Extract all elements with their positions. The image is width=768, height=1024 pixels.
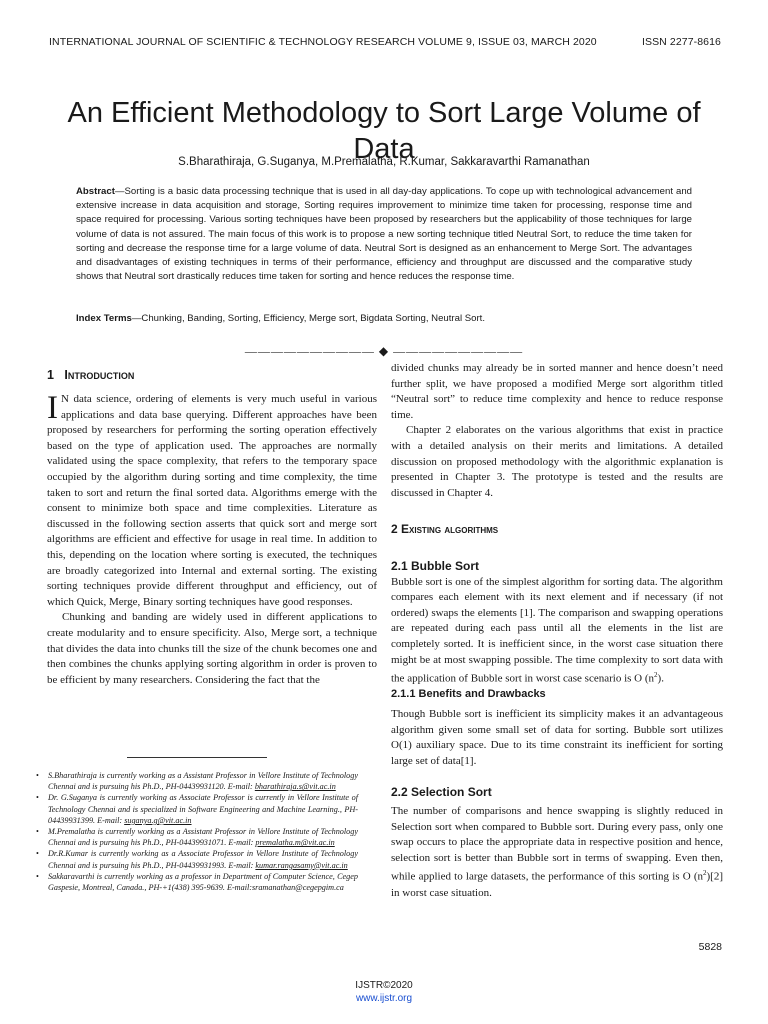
- email-link[interactable]: kumar.rangasamy@vit.ac.in: [255, 860, 348, 870]
- section-1-heading: [47, 368, 134, 382]
- email-link[interactable]: premalatha.m@vit.ac.in: [255, 838, 335, 848]
- section-1-title: Introduction: [64, 368, 135, 382]
- drop-cap: I: [47, 390, 58, 426]
- footnote-item: • Dr.R.Kumar is currently working as a Associate Professor in Vellore Institute of Technology Chennai and is pursuing his Ph.D., PH-04439931993. E-mail: kumar.rangasamy@vit.ac.in: [36, 848, 358, 870]
- bubble-sort-heading: 2.1 Bubble Sort: [391, 558, 480, 573]
- running-header: [49, 36, 721, 52]
- issn: ISSN 2277-8616: [641, 36, 721, 48]
- index-terms-label: Index Terms: [76, 313, 132, 324]
- footnote-rule: [127, 757, 267, 758]
- footnote-item: • Sakkaravarthi is currently working as a professor in Department of Computer Science, Cegep Gaspesie, Montreal, Canada., PH-+1(438) 395-9639. E-mail:sramanathan@cegepgim.ca: [36, 871, 358, 893]
- footnote-item: • Dr. G.Suganya is currently working as Associate Professor is currently in Vellore Institute of Technology Chennai and is specialized in Software Engineering and Machine Learning., PH-04439931399. E-mail: suganya.g@vit.ac.in: [36, 792, 358, 826]
- email-link[interactable]: bharathiraja.s@vit.ac.in: [254, 782, 336, 792]
- benefits-heading: 2.1.1 Benefits and Drawbacks: [391, 688, 546, 701]
- intro-paragraph-3: divided chunks may already be in sorted manner and hence doesn’t need further split, we have proposed a modified Merge sort algorithm titled “Neutral sort” to reduce time complexity and hence to reduce response time.: [391, 362, 723, 421]
- intro-paragraph-2: Chunking and banding are widely used in different applications to create modularity and to ensure specificity. Also, Merge sort, a technique that divides the data into chunks till the size of the chunk becomes one and then combines the chunks applying sorting algorithm in order is proven to be efficient by many researchers. Considering the fact that the: [47, 611, 377, 686]
- email-link[interactable]: suganya.g@vit.ac.in: [124, 815, 192, 825]
- author-list: S.Bharathiraja, G.Suganya, M.Premalatha, R.Kumar, Sakkaravarthi Ramanathan: [178, 156, 590, 168]
- section-2-heading: [391, 522, 723, 538]
- abstract: [76, 185, 692, 284]
- bubble-sort-paragraph: Bubble sort is one of the simplest algorithm for sorting data. The algorithm compares each element with its next element and if necessary (if not ordered) swaps the elements [1]. The comparison and swapping operations are repeated during each pass until all the elements in the list are completely sorted. It is inefficient since, in the worst case situation there might be at most swapping possible. The time complexity to sort data with the application of Bubble sort in worst case scenario is O $(n^2)$.: [391, 575, 723, 685]
- selection-sort-heading: 2.2 Selection Sort: [391, 785, 492, 800]
- footnote-item: • M.Premalatha is currently working as a Assistant Professor in Vellore Institute of Technology Chennai and is pursuing his Ph.D., PH-04439931071. E-mail: premalatha.m@vit.ac.in: [36, 826, 358, 848]
- footnote-item: • S.Bharathiraja is currently working as a Assistant Professor in Vellore Institute of Technology Chennai and is pursuing his Ph.D., PH-04439931120. E-mail: bharathiraja.s@vit.ac.in: [36, 770, 358, 792]
- section-2-title: Existing algorithms: [401, 522, 499, 537]
- page-number: 5828: [698, 941, 722, 953]
- paper-title: An Efficient Methodology to Sort Large Volume of Data: [67, 97, 701, 166]
- author-footnotes: [36, 770, 358, 893]
- intro-paragraph-1-text: N data science, ordering of elements is very much useful in various applications and data base querying. Different approaches have been proposed by researchers for performing the sorting operation effectively based on the type of application used. The approaches are normally validated using the space complexity, that refers to the temporary space occupied by the algorithm during sorting and time complexity, the time taken to sort and return the final sorted data. Algorithms emerge with the consent to minimize both space and time complexities. Literature as discussed in the following section asserts that quick sort and merge sort algorithms are efficient and effective for usage in real time. In addition to this, depending on the location where sorting is executed, the techniques are broadly categorized into Internal and external sorting. The existing sorting techniques provide different throughput and efficiency, out of which Quick, Merge, Binary sorting techniques have good responses.: [47, 393, 377, 608]
- benefits-paragraph: Though Bubble sort is inefficient its simplicity makes it an advantageous algorithm given some small set of data for sorting. Bubble sort utilizes O(1) auxiliary space. Due to its time constraint its inefficient for sorting large set of data[1].: [391, 707, 723, 767]
- selection-sort-paragraph: The number of comparisons and hence swapping is slightly reduced in Selection sort when compared to Bubble sort. During every pass, only one swap occurs to place the appropriate data in respective position and hence, selection sort is better than Bubble sort in terms of swapping. Even then, while applied to large datasets, the performance of this sorting is O $(n^2)[2]$ in worst case situation.: [391, 804, 723, 899]
- section-2-number: 2: [391, 522, 398, 537]
- copyright: IJSTR©2020: [355, 980, 413, 991]
- right-column: [391, 361, 723, 901]
- journal-url[interactable]: www.ijstr.org: [355, 992, 413, 1004]
- section-1-number: 1: [47, 368, 54, 382]
- page-footer: [0, 980, 768, 1005]
- index-terms: [76, 312, 692, 326]
- journal-name: INTERNATIONAL JOURNAL OF SCIENTIFIC & TECHNOLOGY RESEARCH VOLUME 9, ISSUE 03, MARCH 2020: [49, 36, 597, 48]
- section-divider: —————————— ◆ ——————————: [244, 344, 524, 358]
- left-column: [47, 392, 377, 688]
- intro-paragraph-1: [47, 392, 377, 610]
- abstract-label: Abstract: [76, 186, 115, 197]
- intro-paragraph-4: Chapter 2 elaborates on the various algorithms that exist in practice with a detailed analysis on their merits and limitations. A detailed discussion on proposed methodology with the algorithmic explanation is presented in Chapter 3. The prototype is tested and the results are discussed in Chapter 4.: [391, 424, 723, 499]
- index-terms-text: —Chunking, Banding, Sorting, Efficiency, Merge sort, Bigdata Sorting, Neutral Sort.: [131, 313, 486, 324]
- abstract-text: —Sorting is a basic data processing technique that is used in all day-day applications. To cope up with technological advancement and extensive increase in data acquisition and storage, Sorting requires improvement to minimize time taken for processing, response time and space required for processing. Various sorting techniques have been proposed by researchers but the applicability of those techniques for large volume of data is not assured. The main focus of this work is to propose a new sorting technique titled Neutral Sort, to reduce the time taken for sorting and decrease the response time for a large volume of data. Neutral Sort is designed as an enhancement to Merge Sort. The advantages and disadvantages of existing techniques in terms of their performance, efficiency and throughput are discussed and the comparative study shows that Neutral sort drastically reduces time taken for sorting and hence reduces the response time.: [76, 186, 692, 283]
